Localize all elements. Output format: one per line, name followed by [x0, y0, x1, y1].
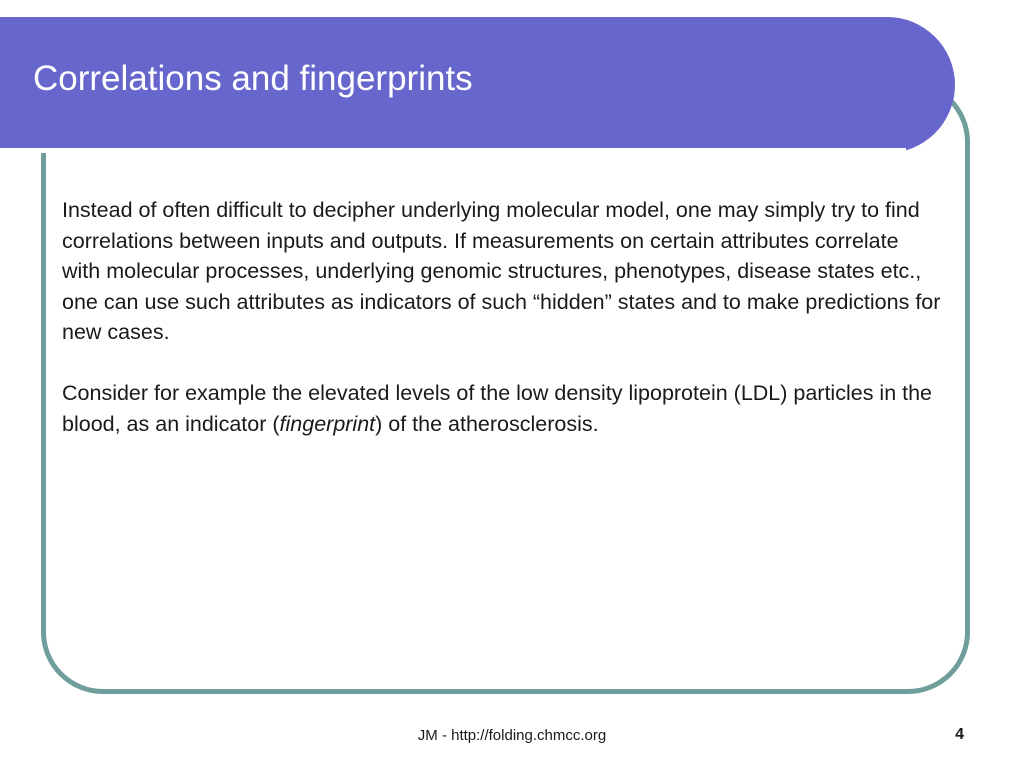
footer-credit: JM - http://folding.chmcc.org	[417, 727, 607, 744]
paragraph-correlations: Instead of often difficult to decipher underlying molecular model, one may simply try to find correlations between inputs and outputs. If measurements on certain attributes correlate with molecular processes, underlying genomic structures, phenotypes, disease states etc., one can use such attributes as indicators of such “hidden” states and to make predictions for new cases.	[62, 198, 941, 344]
page-number: 4	[955, 726, 964, 743]
slide-body	[62, 195, 942, 470]
paragraph-ldl-text-after: ) of the atherosclerosis.	[375, 411, 599, 436]
paragraph-ldl-text-before: Consider for example the elevated levels of the low density lipoprotein (LDL) particles in the blood, as an indicator (	[62, 381, 933, 436]
paragraph-ldl-example	[62, 378, 942, 439]
fingerprint-emphasis: fingerprint	[279, 411, 376, 436]
title-underline	[0, 148, 906, 153]
slide-title: Correlations and fingerprints	[33, 59, 473, 98]
